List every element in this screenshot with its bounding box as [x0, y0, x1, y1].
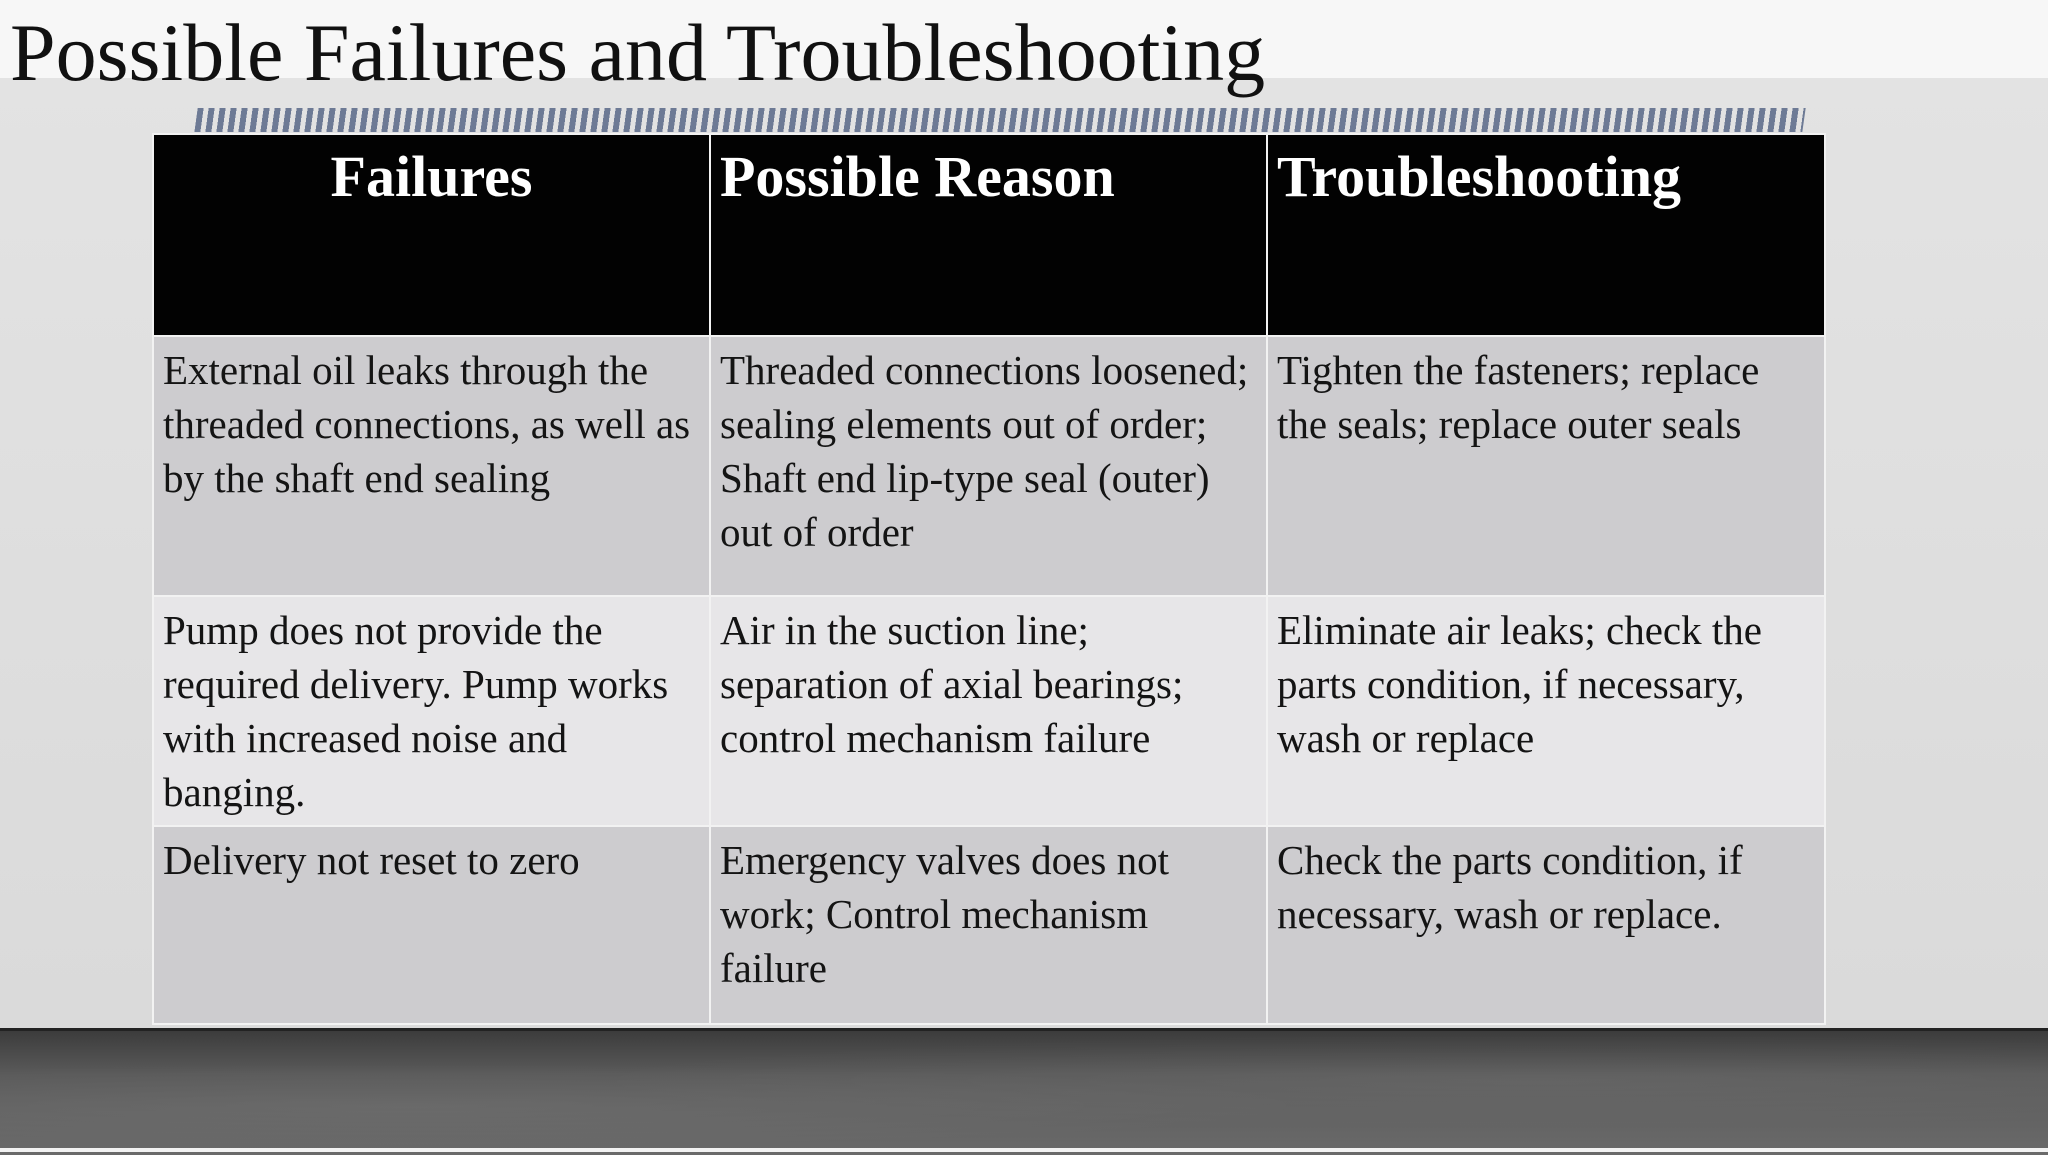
column-header-failures: Failures [153, 134, 710, 336]
table-row [153, 336, 1825, 596]
failure-cell: Delivery not reset to zero [153, 826, 710, 1024]
decorative-hatch-bar [194, 108, 1805, 132]
troubleshooting-cell: Tighten the fasteners; replace the seals; replace outer seals [1267, 336, 1825, 596]
troubleshooting-cell: Check the parts condition, if necessary, wash or replace. [1267, 826, 1825, 1024]
column-header-troubleshooting: Troubleshooting [1267, 134, 1825, 336]
floor-background [0, 1028, 2048, 1155]
bottom-edge [0, 1148, 2048, 1152]
table-header-row [153, 134, 1825, 336]
reason-cell: Threaded connections loosened; sealing elements out of order; Shaft end lip-type seal (outer) out of order [710, 336, 1267, 596]
failure-cell: Pump does not provide the required delivery. Pump works with increased noise and banging. [153, 596, 710, 826]
failures-table [152, 133, 1826, 1025]
reason-cell: Emergency valves does not work; Control mechanism failure [710, 826, 1267, 1024]
column-header-possible-reason: Possible Reason [710, 134, 1267, 336]
failure-cell: External oil leaks through the threaded connections, as well as by the shaft end sealing [153, 336, 710, 596]
table-row [153, 826, 1825, 1024]
slide-title: Possible Failures and Troubleshooting [10, 7, 1266, 98]
troubleshooting-cell: Eliminate air leaks; check the parts condition, if necessary, wash or replace [1267, 596, 1825, 826]
reason-cell: Air in the suction line; separation of axial bearings; control mechanism failure [710, 596, 1267, 826]
table-row [153, 596, 1825, 826]
